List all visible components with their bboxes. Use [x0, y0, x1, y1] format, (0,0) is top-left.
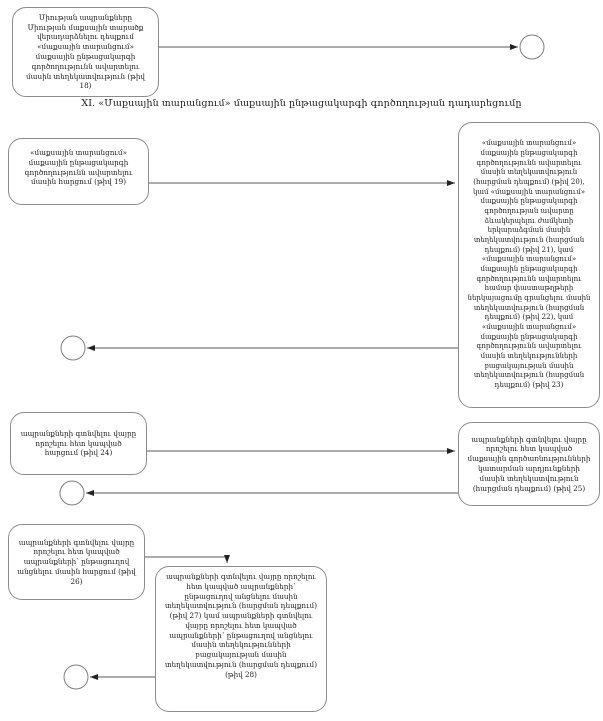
node-info-25: ապրանքների գտնվելու վայրը որոշելու հետ կապված մաքսային գործառնությունների կատարման արդյունքների մասին տեղեկատվություն (հարցման դեպքում) (թիվ 25): [458, 422, 600, 506]
terminal-circle-left-2: [60, 481, 84, 505]
node-request-19: «մաքսային տարանցում» մաքսային ընթացակարգի գործողությունն ավարտելու մասին հարցում (թիվ 19): [8, 138, 149, 205]
node-info-18: Միության ապրանքները Միության մաքսային տարածք վերադարձնելու դեպքում «մաքսային տարանցում» մաքսային ընթացակարգի գործողությունն ավարտելու մասին տեղեկատվություն (թիվ 18): [12, 7, 159, 97]
node-info-27-28: ապրանքների գտնվելու վայրը որոշելու հետ կապված ապրանքների՝ ընթացուղով անցնելու մասին տեղեկատվություն (հարցման դեպքում) (թիվ 27) կամ ապրանքների գտնվելու վայրը որոշելու հետ կապված ապրանքների՝ ընթացուղով անցնելու մասին տեղեկությունների բացակայության մասին տեղեկատվություն (հարցման դեպքում) (թիվ 28): [155, 566, 327, 712]
terminal-circle-bottom-left: [64, 665, 88, 689]
terminal-circle-left-1: [61, 336, 85, 360]
terminal-circle-top-right: [520, 35, 544, 59]
node-request-24: ապրանքների գտնվելու վայրը որոշելու հետ կապված հարցում (թիվ 24): [10, 412, 147, 475]
section-heading: XI. «Մաքսային տարանցում» մաքսային ընթացակարգի գործողության դադարեցումը: [81, 98, 522, 109]
node-info-20-23: «մաքսային տարանցում» մաքսային ընթացակարգի գործողությունն ավարտելու մասին տեղեկատվություն (հարցման դեպքում) (թիվ 20), կամ «մաքսային տարանցում» մաքսային ընթացակարգի գործողության ավարտը ձևակերպելու ժամկետի երկարաձգման մասին տեղեկատվություն (հարցման դեպքում) (թիվ 21), կամ «մաքսային տարանցում» մաքսային ընթացակարգի գործողությունն ավարտելու համար փաստաթղթերի ներկայացումը գրանցելու մասին տեղեկատվություն (հարցման դեպքում) (թիվ 22), կամ «մաքսային տարանցում» մաքսային ընթացակարգի գործողությունն ավարտելու մասին տեղեկությունների բացակայության մասին տեղեկատվություն (հարցման դեպքում) (թիվ 23): [458, 122, 600, 408]
node-request-26: ապրանքների գտնվելու վայրը որոշելու հետ կապված ապրանքների՝ ընթացուղով անցնելու մասին հարցում (թիվ 26): [8, 524, 145, 600]
arrow-request-26: [145, 557, 227, 563]
